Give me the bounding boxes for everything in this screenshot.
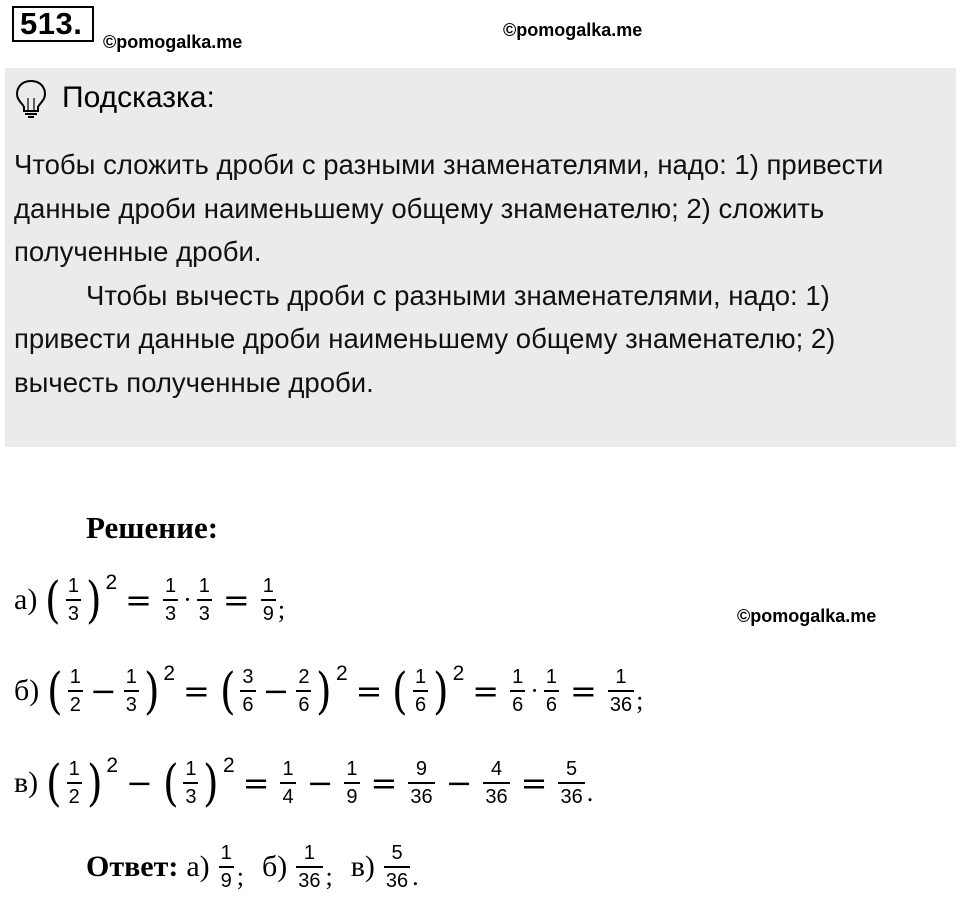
fraction: $\frac{1}{9}$ [262, 575, 274, 625]
power-expression: ( $\frac{1}{3}$ ) 2 [45, 571, 118, 629]
fraction: $\frac{1}{3}$ [67, 575, 79, 625]
answer-line: Ответ: а) $\frac{1}{9}$ ; б) $\frac{1}{36}$ ; в) $\frac{5}{36}$ . [86, 842, 419, 892]
power-expression: ( $\frac{1}{2}$ − $\frac{1}{3}$ ) 2 [47, 662, 176, 720]
solution-line-a: а) ( $\frac{1}{3}$ ) 2 = $\frac{1}{3}$ · $\frac{1}{3}$ = $\frac{1}{9}$ ; [14, 571, 286, 629]
item-label: в) [14, 766, 39, 799]
fraction: $\frac{1}{3}$ [198, 575, 210, 625]
lightbulb-icon [14, 78, 48, 118]
power-expression: ( $\frac{1}{6}$ ) 2 [392, 662, 465, 720]
answer-label: Ответ: [86, 849, 179, 883]
solution-title: Решение: [86, 510, 219, 545]
power-expression: ( $\frac{1}{3}$ ) 2 [162, 754, 235, 812]
hint-title: Подсказка: [62, 81, 215, 114]
item-label: б) [14, 674, 40, 707]
item-label: а) [14, 583, 38, 616]
solution-line-b: б) ( $\frac{1}{2}$ − $\frac{1}{3}$ ) 2 = ( $\frac{3}{6}$ − $\frac{2}{6}$ ) 2 = ( $\frac{1}{6}$ ) 2 = $\frac{1}{6}$ · $\frac{1}{6}$ = $\frac{1}{36}$ ; [14, 662, 644, 720]
watermark: ©pomogalka.me [737, 606, 877, 626]
fraction: $\frac{1}{3}$ [164, 575, 177, 625]
hint-paragraph: Чтобы сложить дроби с разными знаменателями, надо: 1) привести данные дроби наименьшему общему знаменателю; 2) сложить полученные дроби. [14, 149, 884, 267]
task-number: 513. [12, 6, 94, 42]
watermark: ©pomogalka.me [103, 32, 243, 52]
solution-line-c: в) ( $\frac{1}{2}$ ) 2 − ( $\frac{1}{3}$ ) 2 = $\frac{1}{4}$ − $\frac{1}{9}$ = $\frac{9}{36}$ − $\frac{4}{36}$ = $\frac{5}{36}$ . [14, 754, 594, 812]
power-expression: ( $\frac{3}{6}$ − $\frac{2}{6}$ ) 2 [219, 662, 348, 720]
hint-text [14, 143, 944, 404]
power-expression: ( $\frac{1}{2}$ ) 2 [46, 754, 118, 812]
hint-paragraph: Чтобы вычесть дроби с разными знаменателями, надо: 1) привести данные дроби наименьшему общему знаменателю; 2) вычесть полученные дроби. [14, 279, 836, 398]
watermark: ©pomogalka.me [503, 20, 643, 40]
